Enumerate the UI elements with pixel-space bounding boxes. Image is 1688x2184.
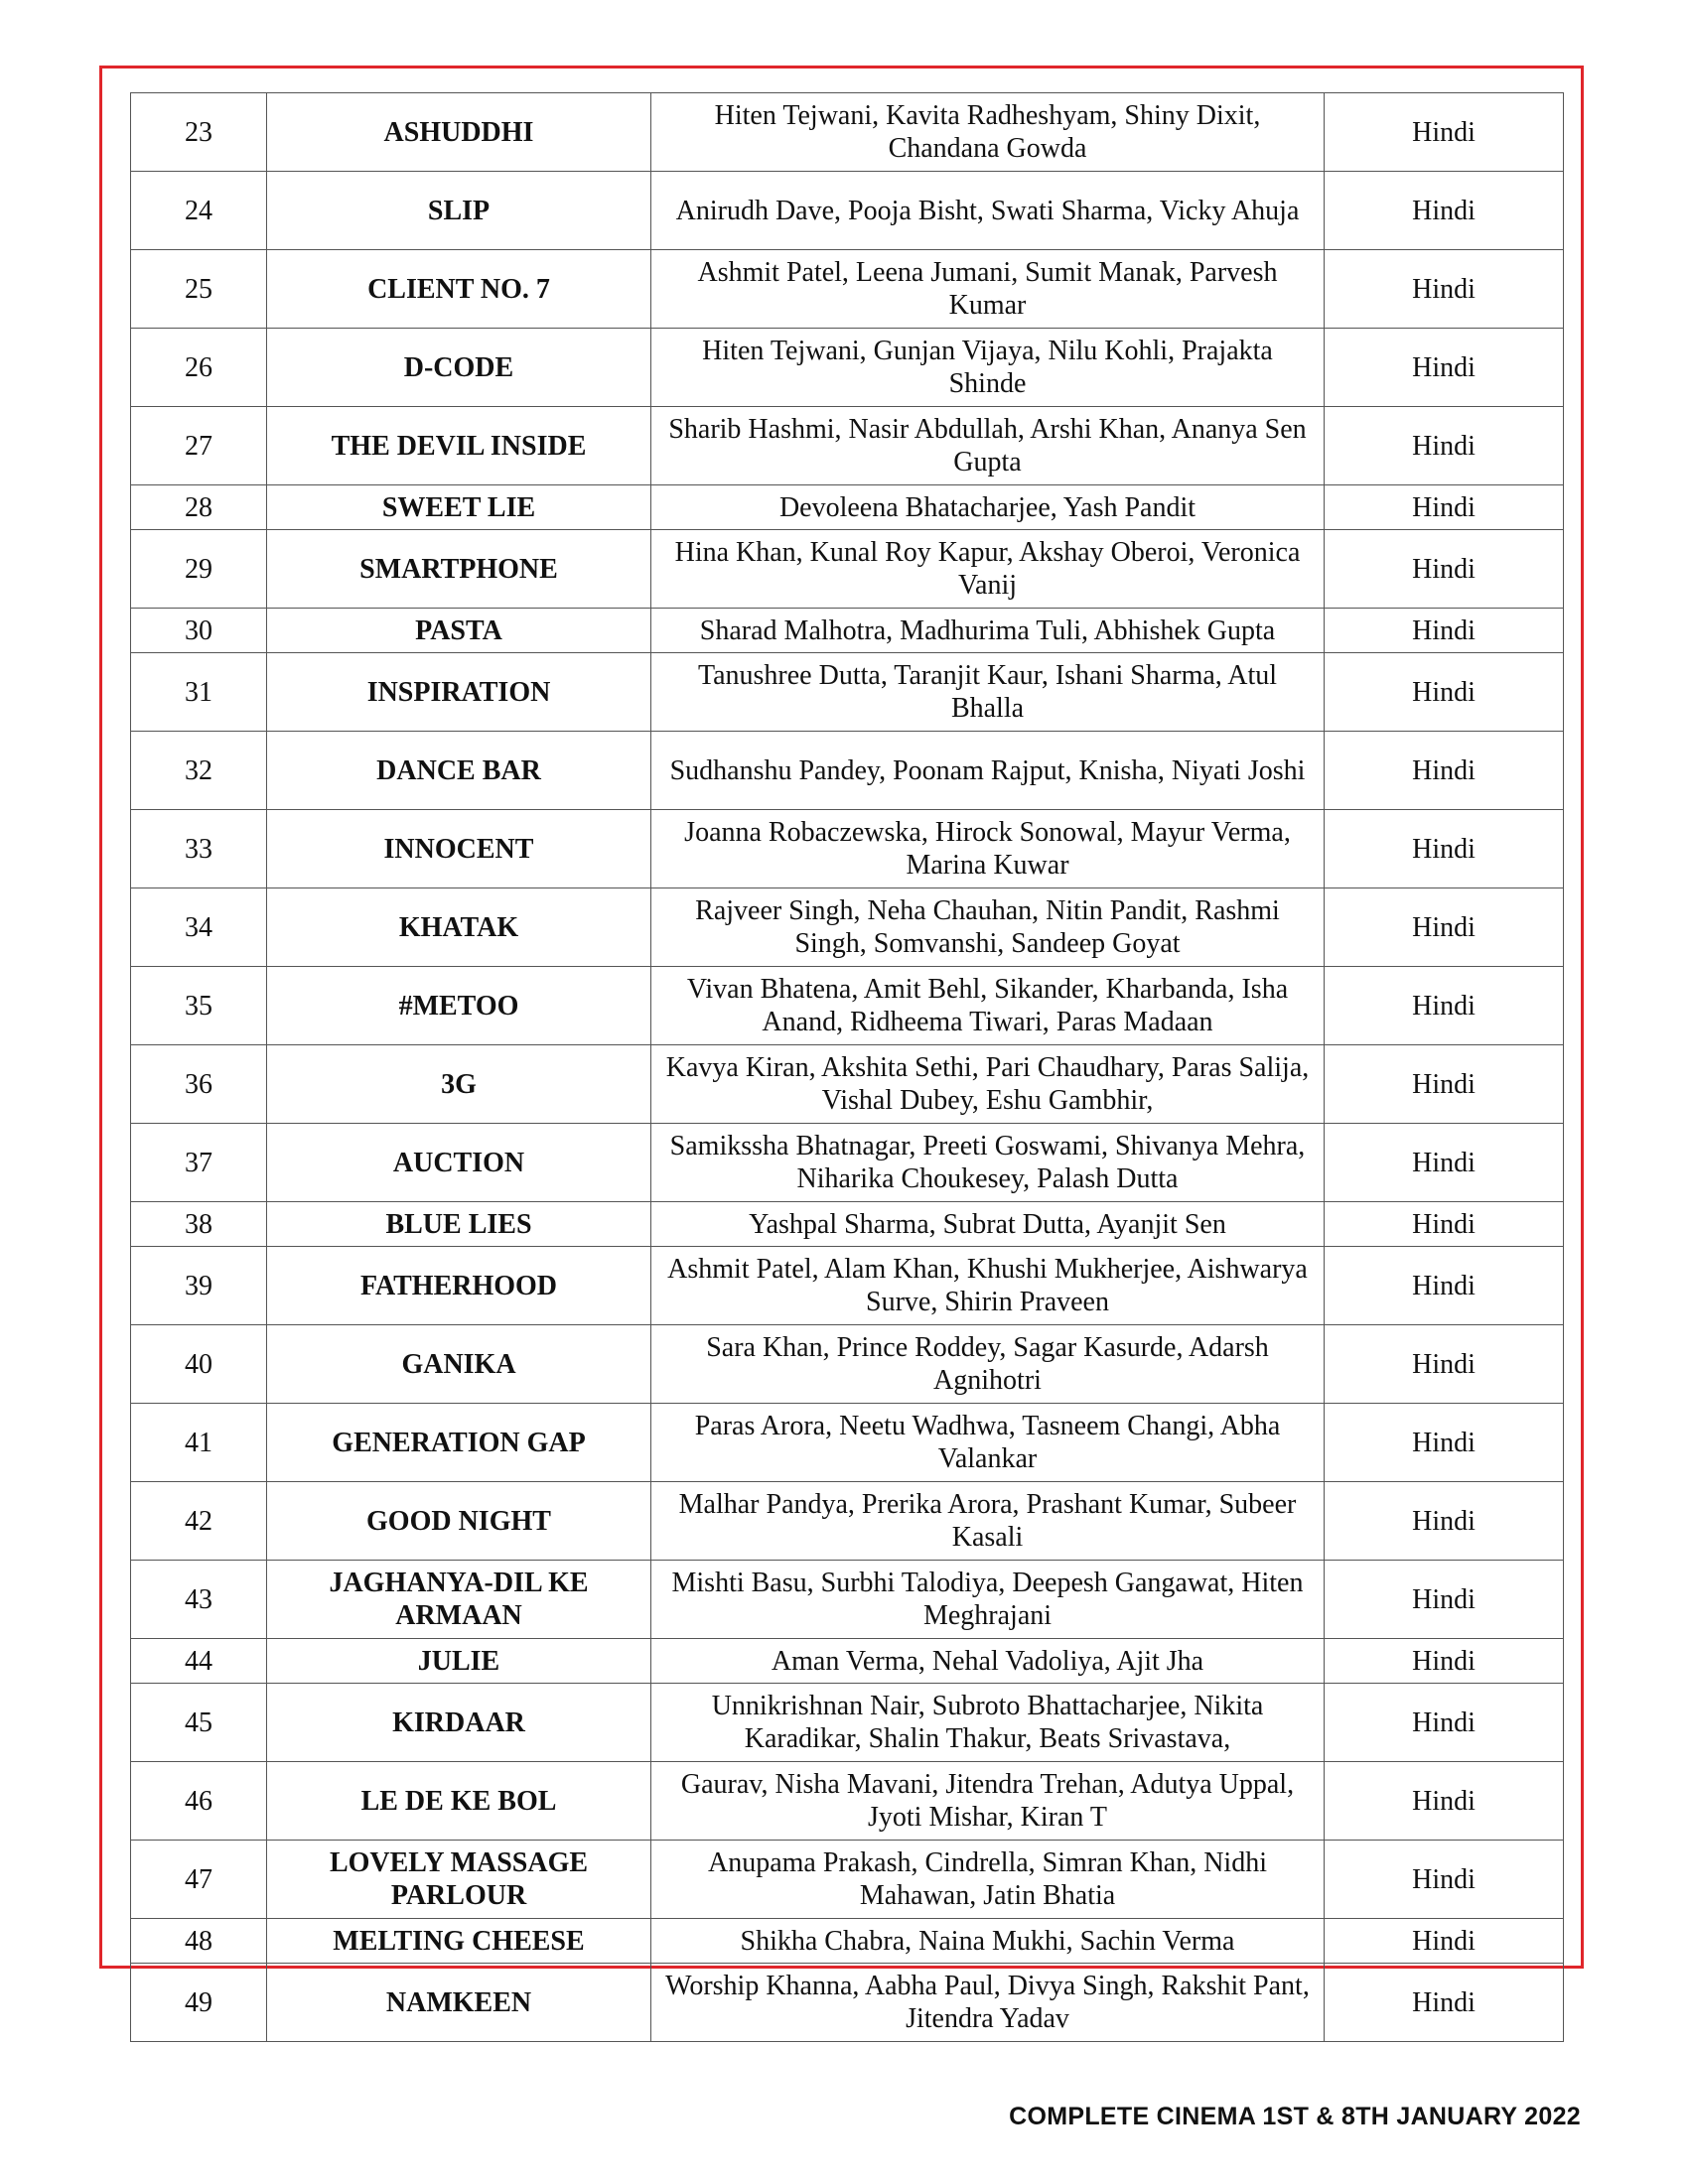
film-cast: Hiten Tejwani, Kavita Radheshyam, Shiny Dixit, Chandana Gowda bbox=[651, 93, 1325, 172]
film-title: LE DE KE BOL bbox=[267, 1762, 651, 1841]
film-language: Hindi bbox=[1325, 1325, 1564, 1404]
film-row bbox=[131, 1841, 1564, 1919]
film-language: Hindi bbox=[1325, 1045, 1564, 1124]
film-row bbox=[131, 1404, 1564, 1482]
film-language: Hindi bbox=[1325, 732, 1564, 810]
film-cast: Yashpal Sharma, Subrat Dutta, Ayanjit Sen bbox=[651, 1202, 1325, 1247]
film-row bbox=[131, 967, 1564, 1045]
film-number: 27 bbox=[131, 407, 267, 485]
film-cast: Aman Verma, Nehal Vadoliya, Ajit Jha bbox=[651, 1639, 1325, 1684]
film-title: ASHUDDHI bbox=[267, 93, 651, 172]
film-language: Hindi bbox=[1325, 250, 1564, 329]
film-language: Hindi bbox=[1325, 1404, 1564, 1482]
film-title: MELTING CHEESE bbox=[267, 1919, 651, 1964]
film-table-body bbox=[131, 93, 1564, 2042]
film-title: INNOCENT bbox=[267, 810, 651, 888]
film-number: 48 bbox=[131, 1919, 267, 1964]
film-row bbox=[131, 1684, 1564, 1762]
film-row bbox=[131, 1919, 1564, 1964]
film-number: 30 bbox=[131, 609, 267, 653]
film-title: PASTA bbox=[267, 609, 651, 653]
film-number: 46 bbox=[131, 1762, 267, 1841]
film-number: 43 bbox=[131, 1561, 267, 1639]
film-row bbox=[131, 1202, 1564, 1247]
film-language: Hindi bbox=[1325, 1247, 1564, 1325]
film-cast: Ashmit Patel, Alam Khan, Khushi Mukherjee, Aishwarya Surve, Shirin Praveen bbox=[651, 1247, 1325, 1325]
film-row bbox=[131, 1964, 1564, 2042]
film-title: SLIP bbox=[267, 172, 651, 250]
film-row bbox=[131, 1124, 1564, 1202]
film-number: 34 bbox=[131, 888, 267, 967]
film-row bbox=[131, 93, 1564, 172]
film-title: #METOO bbox=[267, 967, 651, 1045]
film-cast: Tanushree Dutta, Taranjit Kaur, Ishani Sharma, Atul Bhalla bbox=[651, 653, 1325, 732]
film-language: Hindi bbox=[1325, 172, 1564, 250]
footer-publication-line: COMPLETE CINEMA 1ST & 8TH JANUARY 2022 bbox=[1009, 2103, 1581, 2130]
film-language: Hindi bbox=[1325, 407, 1564, 485]
film-cast: Hina Khan, Kunal Roy Kapur, Akshay Oberoi, Veronica Vanij bbox=[651, 530, 1325, 609]
film-language: Hindi bbox=[1325, 1482, 1564, 1561]
film-cast: Sara Khan, Prince Roddey, Sagar Kasurde, Adarsh Agnihotri bbox=[651, 1325, 1325, 1404]
film-row bbox=[131, 485, 1564, 530]
film-title: LOVELY MASSAGE PARLOUR bbox=[267, 1841, 651, 1919]
film-title: NAMKEEN bbox=[267, 1964, 651, 2042]
film-language: Hindi bbox=[1325, 1639, 1564, 1684]
film-row bbox=[131, 1247, 1564, 1325]
film-cast: Gaurav, Nisha Mavani, Jitendra Trehan, Adutya Uppal, Jyoti Mishar, Kiran T bbox=[651, 1762, 1325, 1841]
film-number: 38 bbox=[131, 1202, 267, 1247]
film-row bbox=[131, 1762, 1564, 1841]
film-language: Hindi bbox=[1325, 1841, 1564, 1919]
film-title: GOOD NIGHT bbox=[267, 1482, 651, 1561]
film-cast: Shikha Chabra, Naina Mukhi, Sachin Verma bbox=[651, 1919, 1325, 1964]
film-number: 39 bbox=[131, 1247, 267, 1325]
film-cast: Sharib Hashmi, Nasir Abdullah, Arshi Khan, Ananya Sen Gupta bbox=[651, 407, 1325, 485]
film-row bbox=[131, 609, 1564, 653]
film-cast: Kavya Kiran, Akshita Sethi, Pari Chaudhary, Paras Salija, Vishal Dubey, Eshu Gambhir, bbox=[651, 1045, 1325, 1124]
film-number: 36 bbox=[131, 1045, 267, 1124]
film-cast: Ashmit Patel, Leena Jumani, Sumit Manak, Parvesh Kumar bbox=[651, 250, 1325, 329]
film-cast: Sharad Malhotra, Madhurima Tuli, Abhishek Gupta bbox=[651, 609, 1325, 653]
film-number: 33 bbox=[131, 810, 267, 888]
film-row bbox=[131, 1482, 1564, 1561]
film-cast: Worship Khanna, Aabha Paul, Divya Singh, Rakshit Pant, Jitendra Yadav bbox=[651, 1964, 1325, 2042]
film-title: BLUE LIES bbox=[267, 1202, 651, 1247]
film-number: 42 bbox=[131, 1482, 267, 1561]
film-cast: Paras Arora, Neetu Wadhwa, Tasneem Changi, Abha Valankar bbox=[651, 1404, 1325, 1482]
film-language: Hindi bbox=[1325, 1124, 1564, 1202]
film-title: SMARTPHONE bbox=[267, 530, 651, 609]
film-number: 35 bbox=[131, 967, 267, 1045]
film-language: Hindi bbox=[1325, 1684, 1564, 1762]
film-title: KHATAK bbox=[267, 888, 651, 967]
film-row bbox=[131, 250, 1564, 329]
film-number: 24 bbox=[131, 172, 267, 250]
film-title: GENERATION GAP bbox=[267, 1404, 651, 1482]
film-number: 44 bbox=[131, 1639, 267, 1684]
film-cast: Devoleena Bhatacharjee, Yash Pandit bbox=[651, 485, 1325, 530]
film-cast: Hiten Tejwani, Gunjan Vijaya, Nilu Kohli, Prajakta Shinde bbox=[651, 329, 1325, 407]
film-cast: Anupama Prakash, Cindrella, Simran Khan, Nidhi Mahawan, Jatin Bhatia bbox=[651, 1841, 1325, 1919]
film-title: DANCE BAR bbox=[267, 732, 651, 810]
film-number: 26 bbox=[131, 329, 267, 407]
film-row bbox=[131, 1639, 1564, 1684]
film-title: CLIENT NO. 7 bbox=[267, 250, 651, 329]
film-number: 41 bbox=[131, 1404, 267, 1482]
film-cast: Unnikrishnan Nair, Subroto Bhattacharjee, Nikita Karadikar, Shalin Thakur, Beats Srivastava, bbox=[651, 1684, 1325, 1762]
film-row bbox=[131, 1045, 1564, 1124]
film-title: THE DEVIL INSIDE bbox=[267, 407, 651, 485]
film-cast: Anirudh Dave, Pooja Bisht, Swati Sharma, Vicky Ahuja bbox=[651, 172, 1325, 250]
film-language: Hindi bbox=[1325, 530, 1564, 609]
film-language: Hindi bbox=[1325, 888, 1564, 967]
film-number: 32 bbox=[131, 732, 267, 810]
film-language: Hindi bbox=[1325, 1919, 1564, 1964]
film-number: 45 bbox=[131, 1684, 267, 1762]
film-language: Hindi bbox=[1325, 967, 1564, 1045]
film-number: 28 bbox=[131, 485, 267, 530]
film-language: Hindi bbox=[1325, 810, 1564, 888]
film-language: Hindi bbox=[1325, 1202, 1564, 1247]
film-cast: Samikssha Bhatnagar, Preeti Goswami, Shivanya Mehra, Niharika Choukesey, Palash Dutta bbox=[651, 1124, 1325, 1202]
film-language: Hindi bbox=[1325, 485, 1564, 530]
film-language: Hindi bbox=[1325, 1561, 1564, 1639]
film-number: 25 bbox=[131, 250, 267, 329]
film-title: KIRDAAR bbox=[267, 1684, 651, 1762]
film-number: 47 bbox=[131, 1841, 267, 1919]
film-title: D-CODE bbox=[267, 329, 651, 407]
film-title: JULIE bbox=[267, 1639, 651, 1684]
film-row bbox=[131, 530, 1564, 609]
film-number: 49 bbox=[131, 1964, 267, 2042]
film-title: JAGHANYA-DIL KE ARMAAN bbox=[267, 1561, 651, 1639]
film-cast: Vivan Bhatena, Amit Behl, Sikander, Kharbanda, Isha Anand, Ridheema Tiwari, Paras Madaan bbox=[651, 967, 1325, 1045]
film-language: Hindi bbox=[1325, 653, 1564, 732]
film-table bbox=[130, 92, 1564, 2042]
film-language: Hindi bbox=[1325, 93, 1564, 172]
film-title: SWEET LIE bbox=[267, 485, 651, 530]
film-row bbox=[131, 329, 1564, 407]
film-language: Hindi bbox=[1325, 329, 1564, 407]
film-cast: Mishti Basu, Surbhi Talodiya, Deepesh Gangawat, Hiten Meghrajani bbox=[651, 1561, 1325, 1639]
film-title: FATHERHOOD bbox=[267, 1247, 651, 1325]
film-row bbox=[131, 407, 1564, 485]
film-row bbox=[131, 172, 1564, 250]
film-title: AUCTION bbox=[267, 1124, 651, 1202]
film-row bbox=[131, 653, 1564, 732]
film-cast: Sudhanshu Pandey, Poonam Rajput, Knisha, Niyati Joshi bbox=[651, 732, 1325, 810]
film-title: 3G bbox=[267, 1045, 651, 1124]
film-row bbox=[131, 732, 1564, 810]
film-title: GANIKA bbox=[267, 1325, 651, 1404]
film-cast: Malhar Pandya, Prerika Arora, Prashant Kumar, Subeer Kasali bbox=[651, 1482, 1325, 1561]
film-language: Hindi bbox=[1325, 1964, 1564, 2042]
film-language: Hindi bbox=[1325, 609, 1564, 653]
film-title: INSPIRATION bbox=[267, 653, 651, 732]
film-row bbox=[131, 1325, 1564, 1404]
film-row bbox=[131, 810, 1564, 888]
film-language: Hindi bbox=[1325, 1762, 1564, 1841]
film-cast: Joanna Robaczewska, Hirock Sonowal, Mayur Verma, Marina Kuwar bbox=[651, 810, 1325, 888]
film-row bbox=[131, 1561, 1564, 1639]
film-cast: Rajveer Singh, Neha Chauhan, Nitin Pandit, Rashmi Singh, Somvanshi, Sandeep Goyat bbox=[651, 888, 1325, 967]
film-number: 40 bbox=[131, 1325, 267, 1404]
film-number: 23 bbox=[131, 93, 267, 172]
film-number: 29 bbox=[131, 530, 267, 609]
film-number: 37 bbox=[131, 1124, 267, 1202]
film-number: 31 bbox=[131, 653, 267, 732]
film-row bbox=[131, 888, 1564, 967]
